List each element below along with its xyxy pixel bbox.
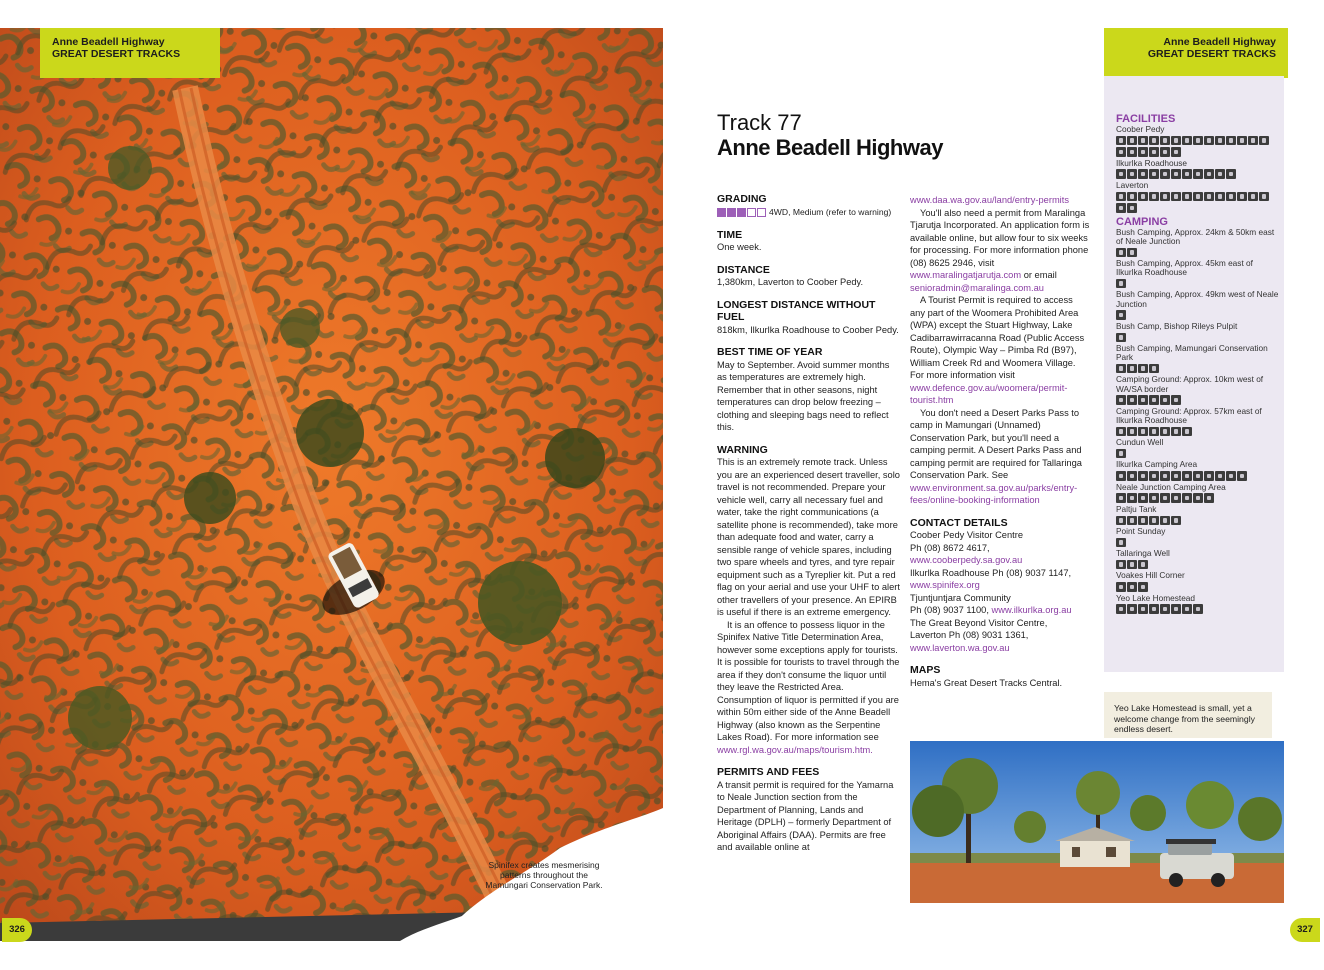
page-number-right: 327	[1290, 918, 1320, 942]
facility-icon	[1226, 471, 1236, 481]
facility-icon	[1248, 136, 1258, 146]
permits-text-2-wrap	[910, 207, 1090, 295]
facility-icon	[1116, 310, 1126, 320]
facility-icon	[1138, 493, 1148, 503]
campsite-name: Bush Camp, Bishop Rileys Pulpit	[1116, 320, 1238, 331]
campsite-name: Camping Ground: Approx. 57km east of Ilkurlka Roadhouse	[1116, 405, 1262, 426]
facility-icon	[1160, 395, 1170, 405]
contact-link-laverton[interactable]: www.laverton.wa.gov.au	[910, 642, 1010, 653]
facility-icon-row	[1116, 516, 1280, 526]
campsite-name: Bush Camping, Mamungari Conservation Park	[1116, 343, 1268, 363]
facility-icon	[1116, 279, 1126, 289]
facility-icon-row	[1116, 279, 1280, 289]
facility-icon	[1226, 192, 1236, 202]
aerial-desert-photo	[0, 28, 663, 941]
facility-icon-row	[1116, 203, 1280, 213]
facility-icon	[1138, 427, 1148, 437]
facility-icon	[1138, 192, 1148, 202]
homestead-illustration	[910, 741, 1284, 903]
contact-line-3: Ilkurlka Roadhouse Ph (08) 9037 1147,	[910, 567, 1072, 578]
facility-icon	[1149, 364, 1159, 374]
campsite-name: Point Sunday	[1116, 526, 1166, 537]
facility-place: Laverton	[1116, 179, 1149, 190]
campsite-name: Paltju Tank	[1116, 503, 1157, 514]
facility-icon-row	[1116, 192, 1280, 202]
facility-icon	[1138, 395, 1148, 405]
facility-icon	[1116, 147, 1126, 157]
facility-icon	[1160, 516, 1170, 526]
facility-icon	[1149, 169, 1159, 179]
facility-icon	[1138, 560, 1148, 570]
facility-icon	[1237, 192, 1247, 202]
facility-icon	[1149, 604, 1159, 614]
time-text: One week.	[717, 242, 762, 252]
grading-box	[747, 208, 756, 217]
warning-text-2-wrap	[717, 619, 900, 757]
facility-icon	[1204, 493, 1214, 503]
facilities-list	[1116, 125, 1280, 213]
permit-link-daa[interactable]: www.daa.wa.gov.au/land/entry-permits	[910, 195, 1069, 205]
text-column-1	[717, 193, 900, 854]
contact-line-7: Laverton Ph (08) 9031 1361,	[910, 630, 1029, 640]
facility-icon	[1171, 395, 1181, 405]
distance-heading: DISTANCE	[717, 263, 770, 276]
facility-icon	[1138, 604, 1148, 614]
facility-icon	[1215, 192, 1225, 202]
facility-icon	[1193, 169, 1203, 179]
facility-icon	[1259, 192, 1269, 202]
facility-icon	[1116, 471, 1126, 481]
facility-icon	[1138, 516, 1148, 526]
grading-text: 4WD, Medium (refer to warning)	[769, 206, 892, 217]
permit-link-maralinga[interactable]: www.maralingatjarutja.com	[910, 270, 1022, 280]
facility-icon	[1171, 516, 1181, 526]
permit-email[interactable]: senioradmin@maralinga.com.au	[910, 282, 1044, 293]
grading-row	[717, 206, 900, 219]
facility-icon	[1171, 604, 1181, 614]
facility-icon	[1160, 471, 1170, 481]
grading-heading: GRADING	[717, 193, 767, 205]
campsite-name: Bush Camping, Approx. 24km & 50km east of Neale Junction	[1116, 226, 1275, 246]
facility-icon	[1171, 136, 1181, 146]
longest-distance-text: 818km, Ilkurlka Roadhouse to Coober Pedy.	[717, 324, 899, 335]
facility-icon	[1127, 604, 1137, 614]
facility-icon-row	[1116, 364, 1280, 374]
campsite-name: Yeo Lake Homestead	[1116, 592, 1196, 603]
facility-icon	[1127, 516, 1137, 526]
best-time-text: May to September. Avoid summer months as temperatures are extremely high. Remember that in other seasons, night temperatures can drop below freezing – clothing and sleeping bags need to reflect this.	[717, 359, 890, 432]
contact-line-2: Ph (08) 8672 4617,	[910, 542, 990, 553]
page-number-left: 326	[2, 918, 32, 942]
facility-icon	[1116, 203, 1126, 213]
facility-icon	[1171, 192, 1181, 202]
facility-icon	[1204, 169, 1214, 179]
permit-link-environment[interactable]: www.environment.sa.gov.au/parks/entry-fees/online-booking-information	[910, 482, 1078, 505]
facility-icon	[1226, 169, 1236, 179]
right-header-subtitle: GREAT DESERT TRACKS	[1147, 48, 1276, 60]
facility-icon	[1193, 192, 1203, 202]
facility-icon	[1149, 471, 1159, 481]
contact-heading: CONTACT DETAILS	[910, 516, 1008, 529]
facility-icon	[1182, 471, 1192, 481]
facility-icon	[1171, 169, 1181, 179]
facility-icon	[1127, 427, 1137, 437]
facility-icon	[1149, 136, 1159, 146]
facilities-sidebar	[1104, 76, 1284, 672]
facility-icon-row	[1116, 449, 1280, 459]
facility-icon	[1193, 136, 1203, 146]
warning-text-2: It is an offence to possess liquor in the Spinifex Native Title Determination Area, however some exceptions apply for tourists. It is possible for tourists to travel through the area if they don't consume the liquor until they leave the Restricted Area. Consumption of liquor is permitted if you are within 50m either side of the Anne Beadell Highway (also known as the Serpentine Lakes Road). For more information see	[717, 619, 900, 742]
facility-icon	[1193, 493, 1203, 503]
facility-icon-row	[1116, 147, 1280, 157]
warning-text-1: This is an extremely remote track. Unless you are an experienced desert traveller, solo travel is not recommended. Prepare your vehicle well, carry all necessary fuel and water, take the right communications (a satellite phone is recommended), take more than adequate food and water, carry a sensible range of vehicle spares, including two spare wheels and tyres, and tyre repair equipment such as a Tyreplier kit. Put a red flag on your aerial and use your UHF to alert other travellers of your presence. An EPIRB is useful if there is an extreme emergency.	[717, 457, 900, 617]
facility-icon	[1171, 493, 1181, 503]
facility-icon	[1237, 471, 1247, 481]
contact-line-1: Coober Pedy Visitor Centre	[910, 530, 1023, 540]
facility-icon	[1116, 427, 1126, 437]
facility-icon	[1149, 147, 1159, 157]
facility-icon-row	[1116, 493, 1280, 503]
grading-box	[737, 208, 746, 217]
facility-icon-row	[1116, 395, 1280, 405]
facility-icon-row	[1116, 471, 1280, 481]
contact-line-6: The Great Beyond Visitor Centre,	[910, 617, 1048, 628]
permits-text-2b: or email	[1023, 270, 1057, 280]
facility-icon-row	[1116, 427, 1280, 437]
facilities-heading: FACILITIES	[1116, 113, 1176, 125]
facility-icon	[1116, 192, 1126, 202]
facility-icon	[1116, 364, 1126, 374]
facility-icon	[1193, 471, 1203, 481]
facility-icon	[1116, 582, 1126, 592]
right-header-title: Anne Beadell Highway	[1163, 36, 1276, 48]
grading-scale	[717, 208, 766, 217]
grading-box	[717, 208, 726, 217]
facility-icon	[1138, 169, 1148, 179]
facility-icon-row	[1116, 169, 1280, 179]
contact-line-4: Tjuntjuntjara Community	[910, 592, 1011, 603]
campsite-name: Cundun Well	[1116, 437, 1164, 448]
contact-line-5: Ph (08) 9037 1100,	[910, 605, 989, 615]
facility-icon	[1127, 493, 1137, 503]
facility-icon	[1160, 169, 1170, 179]
facility-icon	[1237, 136, 1247, 146]
contact-link-ilkurlka[interactable]: www.ilkurlka.org.au	[991, 605, 1072, 615]
facility-icon	[1259, 136, 1269, 146]
campsite-name: Tallaringa Well	[1116, 548, 1170, 559]
facility-icon	[1149, 395, 1159, 405]
facility-icon	[1160, 493, 1170, 503]
facility-icon	[1138, 147, 1148, 157]
facility-icon	[1226, 136, 1236, 146]
time-heading: TIME	[717, 228, 743, 241]
facility-icon	[1138, 471, 1148, 481]
facility-place: Ilkurlka Roadhouse	[1116, 157, 1188, 168]
distance-text: 1,380km, Laverton to Coober Pedy.	[717, 277, 864, 287]
campsite-name: Bush Camping, Approx. 45km east of Ilkurlka Roadhouse	[1116, 258, 1253, 278]
facility-icon-row	[1116, 333, 1280, 343]
facility-icon	[1116, 248, 1126, 258]
facility-icon-row	[1116, 310, 1280, 320]
facility-icon	[1116, 560, 1126, 570]
photo-callout: Yeo Lake Homestead is small, yet a welcome change from the seemingly endless desert.	[1104, 692, 1272, 738]
campsite-name: Neale Junction Camping Area	[1116, 481, 1226, 492]
longest-distance-heading: LONGEST DISTANCE WITHOUT FUEL	[717, 298, 876, 323]
sidebar-content	[1116, 110, 1280, 616]
facility-icon	[1248, 192, 1258, 202]
permits-text-3: A Tourist Permit is required to access any part of the Woomera Prohibited Area (WPA) except the Stuart Highway, Lake Cadibarrawirracanna Road (Public Access Route), Olympic Way – Pimba Rd (B97), William Creek Rd and Woomera Village. For more information visit	[910, 295, 1085, 380]
facility-icon	[1127, 147, 1137, 157]
facility-icon	[1127, 192, 1137, 202]
facility-icon-row	[1116, 604, 1280, 614]
facility-icon	[1149, 427, 1159, 437]
facility-icon	[1127, 169, 1137, 179]
facility-icon	[1171, 147, 1181, 157]
permits-text-2: You'll also need a permit from Maralinga Tjarutja Incorporated. An application form is available online, but allow four to six weeks for processing. For more information phone (08) 8625 2946, visit	[910, 207, 1090, 268]
facility-icon	[1204, 136, 1214, 146]
facility-icon	[1171, 427, 1181, 437]
permits-heading: PERMITS AND FEES	[717, 766, 820, 778]
maps-heading: MAPS	[910, 664, 941, 676]
grading-box	[757, 208, 766, 217]
facility-icon	[1160, 604, 1170, 614]
warning-heading: WARNING	[717, 443, 768, 456]
facility-icon	[1171, 471, 1181, 481]
facility-icon	[1182, 493, 1192, 503]
facility-icon	[1215, 169, 1225, 179]
text-column-2	[910, 194, 1090, 689]
permits-text-4-wrap	[910, 407, 1090, 507]
contact-link-cooberpedy[interactable]: www.cooberpedy.sa.gov.au	[910, 555, 1023, 565]
facility-icon	[1116, 538, 1126, 548]
facility-icon	[1116, 395, 1126, 405]
facility-icon	[1127, 203, 1137, 213]
permits-text-1: A transit permit is required for the Yamarna to Neale Junction section from the Department of Planning, Lands and Heritage (DPLH) – formerly Department of Aboriginal Affairs (DAA). Permits are free and available online at	[717, 779, 894, 852]
facility-icon	[1149, 493, 1159, 503]
homestead-photo	[910, 741, 1284, 903]
contact-link-spinifex[interactable]: www.spinifex.org	[910, 580, 980, 590]
facility-icon	[1127, 248, 1137, 258]
facility-icon	[1116, 169, 1126, 179]
campsite-name: Ilkurlka Camping Area	[1116, 459, 1198, 470]
facility-icon	[1116, 333, 1126, 343]
facility-icon-row	[1116, 136, 1280, 146]
best-time-heading: BEST TIME OF YEAR	[717, 346, 823, 358]
facility-icon	[1127, 471, 1137, 481]
facility-icon	[1160, 427, 1170, 437]
facility-icon	[1116, 449, 1126, 459]
facility-icon	[1116, 516, 1126, 526]
facility-icon	[1182, 192, 1192, 202]
photo-caption: Spinifex creates mesmerising patterns throughout the Mamungari Conservation Park.	[485, 860, 603, 890]
contact-line-5-wrap	[910, 604, 1090, 617]
facility-place: Coober Pedy	[1116, 124, 1165, 134]
facility-icon	[1182, 169, 1192, 179]
facility-icon	[1182, 604, 1192, 614]
campsite-name: Bush Camping, Approx. 49km west of Neale Junction	[1116, 289, 1279, 309]
facility-icon-row	[1116, 248, 1280, 258]
track-title: Anne Beadell Highway	[717, 135, 943, 160]
facility-icon	[1204, 192, 1214, 202]
right-running-header	[1104, 28, 1288, 78]
aerial-desert-illustration	[0, 28, 663, 941]
facility-icon	[1127, 364, 1137, 374]
facility-icon	[1138, 364, 1148, 374]
facility-icon	[1127, 395, 1137, 405]
permit-link-woomera[interactable]: www.defence.gov.au/woomera/permit-tourist.htm	[910, 382, 1068, 405]
facility-icon	[1193, 604, 1203, 614]
facility-icon	[1182, 136, 1192, 146]
facility-icon	[1138, 582, 1148, 592]
permits-text-4: You don't need a Desert Parks Pass to camp in Mamungari (Unnamed) Conservation Park, but you'll need a camping permit. A Desert Parks Pass and camping permit are required for Tallaringa Conservation Park. See	[910, 407, 1082, 480]
facility-icon-row	[1116, 538, 1280, 548]
warning-link[interactable]: www.rgl.wa.gov.au/maps/tourism.htm.	[717, 744, 873, 755]
maps-text: Hema's Great Desert Tracks Central.	[910, 677, 1063, 688]
facility-icon	[1160, 192, 1170, 202]
facility-icon	[1116, 493, 1126, 503]
camping-heading: CAMPING	[1116, 215, 1168, 228]
camping-list	[1116, 228, 1280, 614]
campsite-name: Voakes Hill Corner	[1116, 570, 1185, 581]
facility-icon	[1204, 471, 1214, 481]
permits-text-3-wrap	[910, 294, 1090, 407]
track-number: Track 77	[717, 110, 802, 135]
facility-icon-row	[1116, 560, 1280, 570]
facility-icon	[1149, 516, 1159, 526]
facility-icon	[1138, 136, 1148, 146]
facility-icon	[1116, 604, 1126, 614]
facility-icon	[1160, 136, 1170, 146]
left-running-header	[40, 28, 220, 78]
facility-icon	[1215, 471, 1225, 481]
facility-icon	[1182, 427, 1192, 437]
grading-box	[727, 208, 736, 217]
left-header-title: Anne Beadell Highway	[52, 36, 165, 48]
left-header-subtitle: GREAT DESERT TRACKS	[52, 48, 181, 60]
campsite-name: Camping Ground: Approx. 10km west of WA/SA border	[1116, 374, 1264, 394]
facility-icon-row	[1116, 582, 1280, 592]
facility-icon	[1127, 582, 1137, 592]
facility-icon	[1160, 147, 1170, 157]
facility-icon	[1127, 136, 1137, 146]
facility-icon	[1127, 560, 1137, 570]
facility-icon	[1116, 136, 1126, 146]
facility-icon	[1215, 136, 1225, 146]
facility-icon	[1149, 192, 1159, 202]
